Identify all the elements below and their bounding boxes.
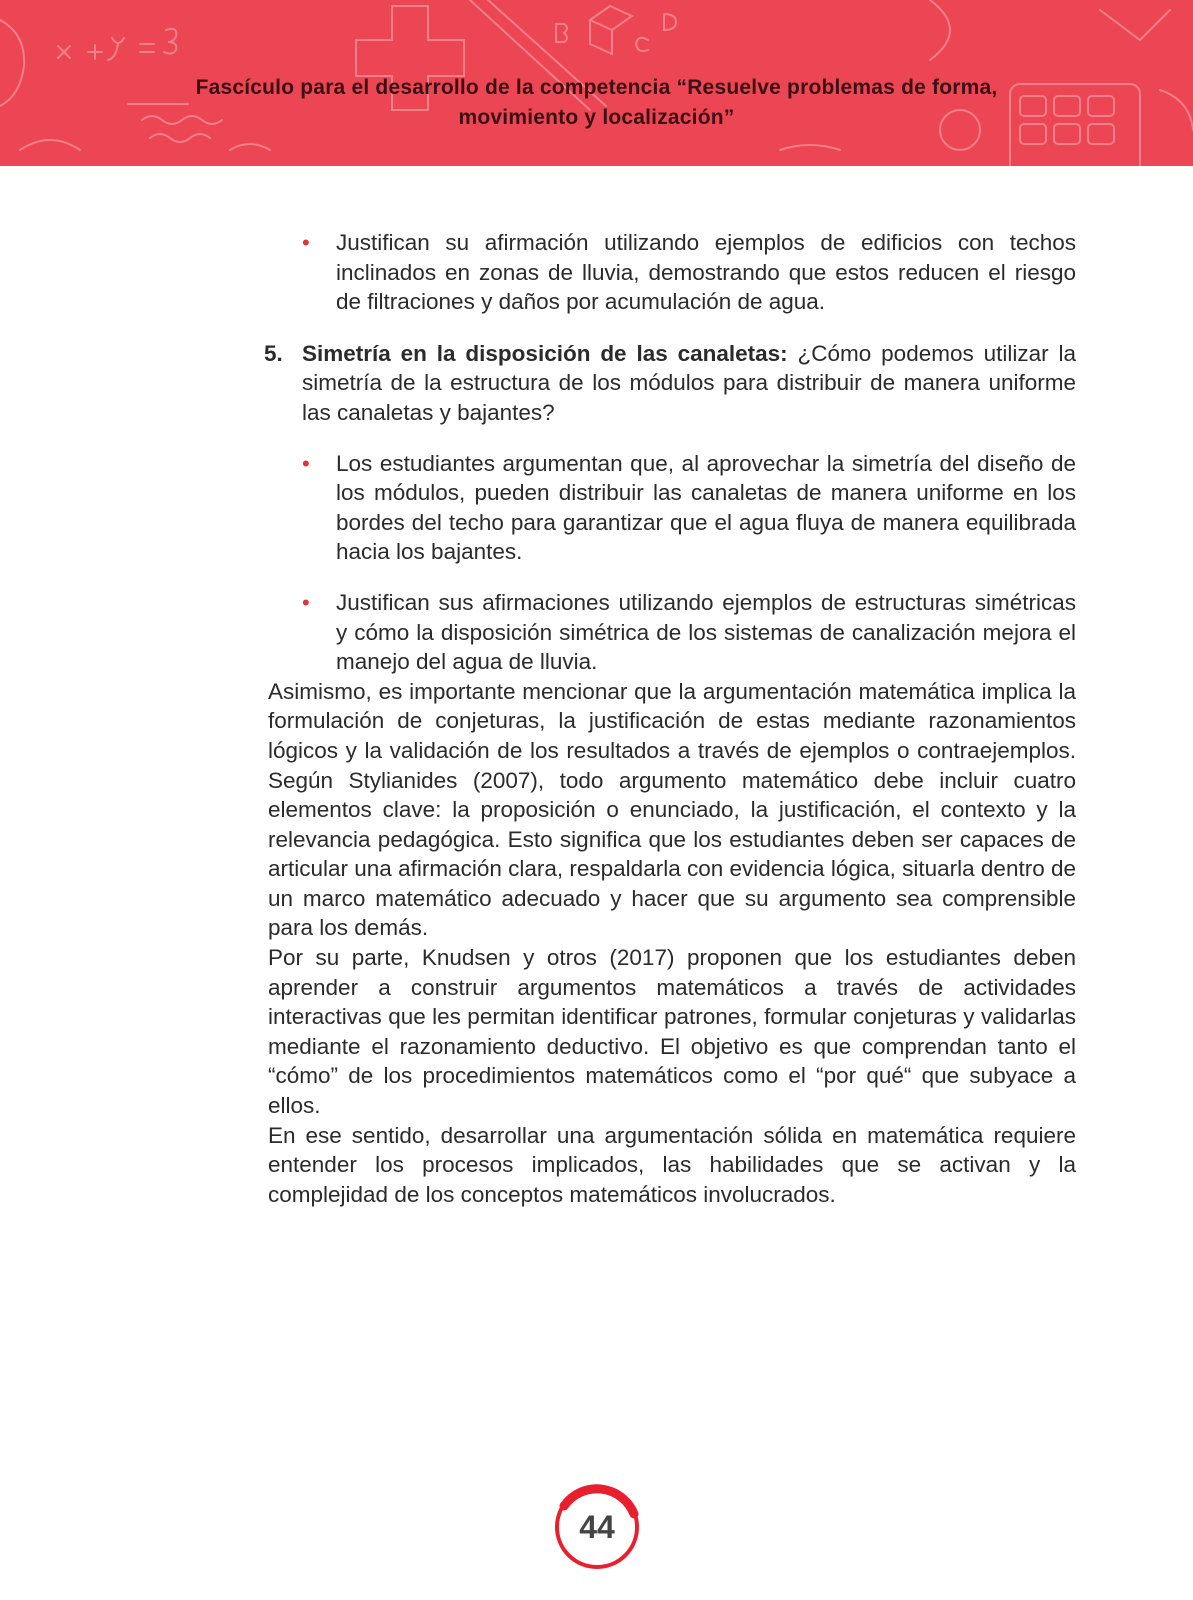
bullet-dot-icon: • [302,450,310,476]
numbered-item-5 [264,339,1076,428]
bullet-dot-icon: • [302,230,310,255]
item-text: ¿Cómo podemos utilizar la simetría de la estructura de los módulos para distribuir de manera uniforme las canaletas y bajantes? [302,340,1076,425]
page-content [264,228,1076,1209]
list-item [302,449,1076,567]
header-title-line1: Fascículo para el desarrollo de la competencia “Resuelve problemas de forma, [195,76,998,99]
header-title-line2: movimiento y localización” [458,106,735,129]
list-item [302,228,1076,317]
list-item [302,588,1076,677]
list-item-text: Los estudiantes argumentan que, al aprovechar la simetría del diseño de los módulos, pueden distribuir las canaletas de manera uniforme en los bordes del techo para garantizar que el agua fluya de manera equilibrada hacia los bajantes. [336,450,1076,565]
bullet-list-item5 [302,449,1076,677]
paragraph: En ese sentido, desarrollar una argumentación sólida en matemática requiere entender los procesos implicados, las habilidades que se activan y la complejidad de los conceptos matemáticos involucrados. [268,1122,1076,1207]
item-number: 5. [264,340,283,366]
paragraph: Por su parte, Knudsen y otros (2017) proponen que los estudiantes deben aprender a construir argumentos matemáticos a través de actividades interactivas que les permitan identificar patrones, formular conjeturas y validarlas mediante el razonamiento deductivo. El objetivo es que comprendan tanto el “cómo” de los procedimientos matemáticos como el “por qué“ que subyace a ellos. [268,945,1076,1119]
page-number-badge [554,1484,640,1570]
list-item-text: Justifican sus afirmaciones utilizando ejemplos de estructuras simétricas y cómo la disposición simétrica de los sistemas de canalización mejora el manejo del agua de lluvia. [336,589,1076,675]
bullet-dot-icon: • [302,589,310,615]
header-title [60,73,1133,133]
page-header [0,0,1193,166]
item-lead: Simetría en la disposición de las canaletas: [302,340,788,366]
list-item-text: Justifican su afirmación utilizando ejemplos de edificios con techos inclinados en zonas de lluvia, demostrando que estos reducen el riesgo de filtraciones y daños por acumulación de agua. [336,230,1076,315]
page-number: 44 [579,1509,615,1545]
paragraph: Asimismo, es importante mencionar que la argumentación matemática implica la formulación de conjeturas, la justificación de estas mediante razonamientos lógicos y la validación de los resultados a través de ejemplos o contraejemplos. Según Stylianides (2007), todo argumento matemático debe incluir cuatro elementos clave: la proposición o enunciado, la justificación, el contexto y la relevancia pedagógica. Esto significa que los estudiantes deben ser capaces de articular una afirmación clara, respaldarla con evidencia lógica, situarla dentro de un marco matemático adecuado y hacer que su argumento sea comprensible para los demás. [268,678,1076,941]
bullet-list-top [302,228,1076,317]
